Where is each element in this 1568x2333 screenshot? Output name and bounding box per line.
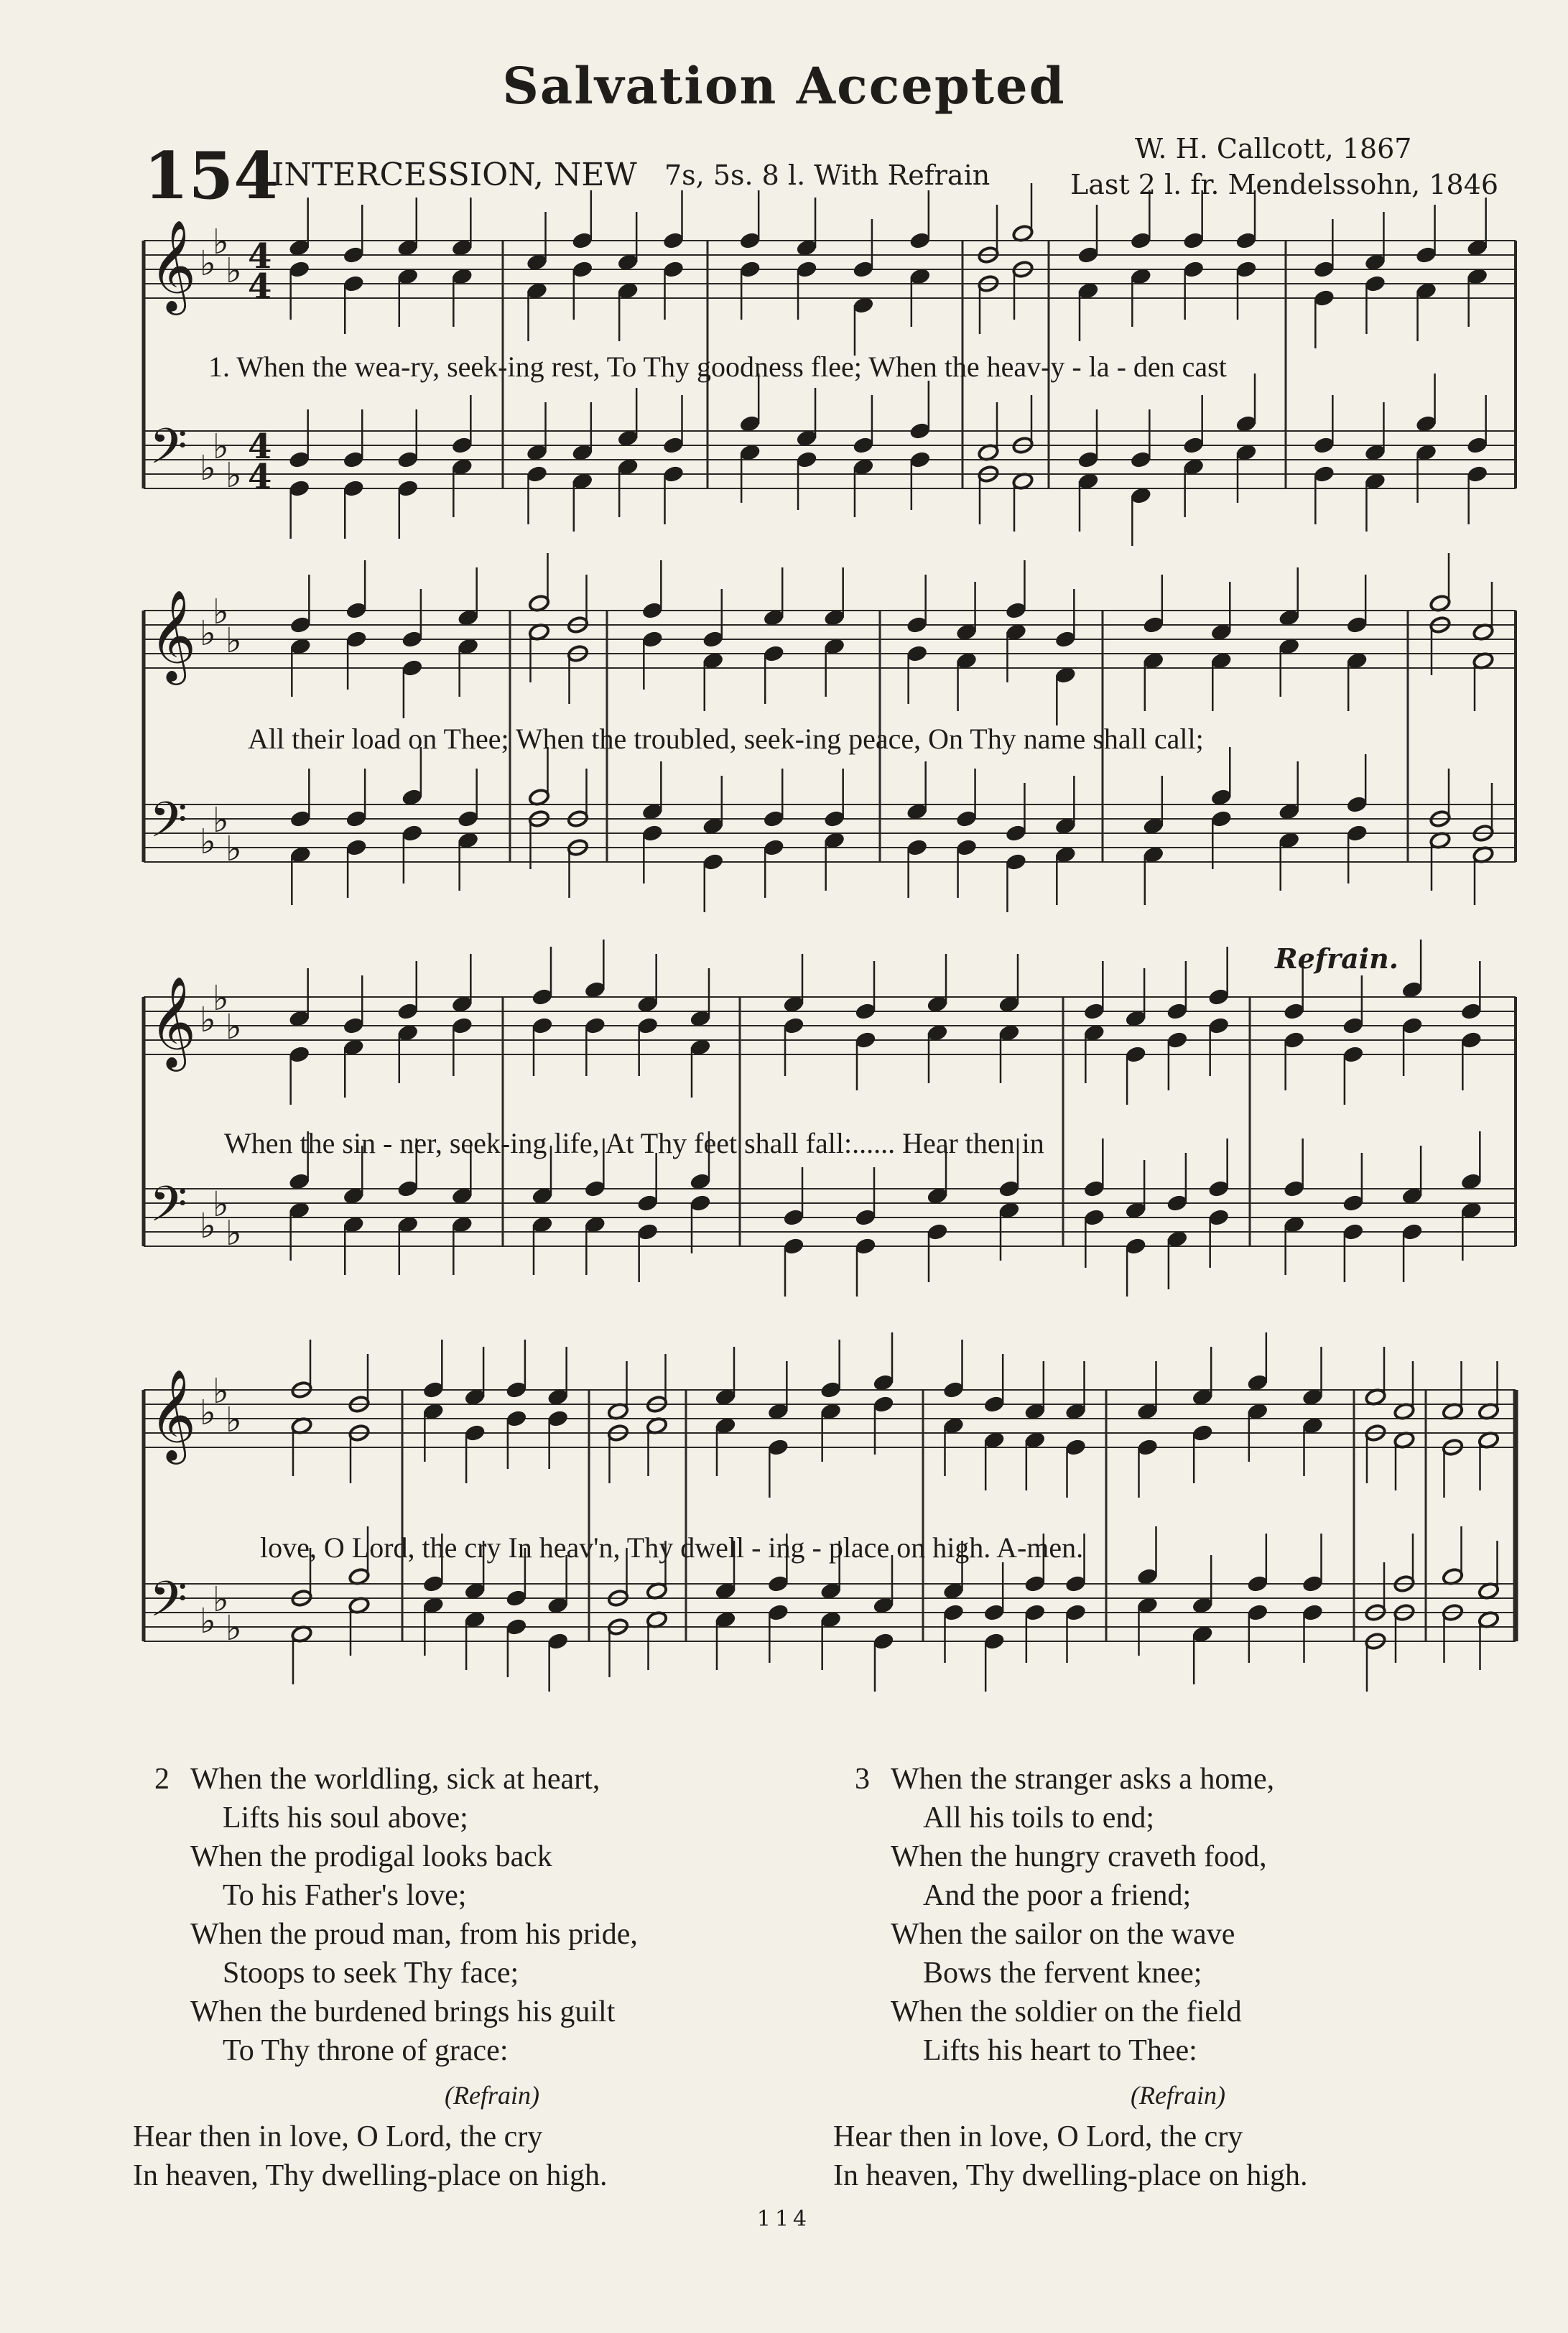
notehead <box>641 601 664 620</box>
time-signature: 4 <box>248 457 272 497</box>
notehead <box>1302 1603 1324 1622</box>
notehead <box>1077 450 1100 469</box>
notehead <box>1313 436 1335 455</box>
notehead <box>702 630 724 649</box>
tune-name: INTERCESSION, NEW <box>272 157 637 193</box>
notehead <box>796 260 818 279</box>
notehead <box>572 260 594 279</box>
flat-sign: ♭ <box>200 1601 216 1641</box>
hymn-number: 154 <box>144 138 279 214</box>
notehead <box>506 1381 528 1399</box>
verse-line: Stoops to seek Thy face; <box>223 1957 519 1990</box>
notehead <box>942 1603 965 1622</box>
notehead <box>1247 1574 1269 1593</box>
notehead <box>1466 436 1488 455</box>
notehead <box>526 465 548 483</box>
verse-line: When the burdened brings his guilt <box>190 1995 616 2028</box>
notehead <box>1342 1223 1365 1241</box>
verse-line: Bows the fervent knee; <box>923 1957 1202 1990</box>
refrain-line: Hear then in love, O Lord, the cry <box>833 2120 1243 2153</box>
notehead <box>547 1409 569 1428</box>
refrain-tag: (Refrain) <box>445 2081 539 2110</box>
notehead <box>906 838 928 857</box>
flat-sign: ♭ <box>226 621 242 661</box>
notehead <box>783 1208 805 1227</box>
notehead <box>288 450 310 469</box>
notehead <box>288 479 310 498</box>
notehead <box>763 810 785 828</box>
notehead <box>1342 1194 1365 1212</box>
notehead <box>1192 1424 1214 1442</box>
notehead <box>1235 260 1258 279</box>
notehead <box>998 1179 1021 1198</box>
notehead <box>1005 853 1027 871</box>
notehead <box>532 988 554 1006</box>
notehead <box>983 1632 1006 1651</box>
time-signature: 4 <box>248 236 272 277</box>
notehead <box>343 1016 365 1035</box>
notehead <box>1346 616 1368 634</box>
flat-sign: ♭ <box>226 1608 242 1648</box>
bass-clef: 𝄢 <box>149 419 187 487</box>
notehead <box>1064 1438 1087 1457</box>
notehead <box>1247 1603 1269 1622</box>
notehead <box>422 1574 445 1593</box>
treble-clef: 𝄞 <box>149 975 197 1067</box>
flat-sign: ♭ <box>226 1400 242 1440</box>
notehead <box>1415 246 1437 264</box>
treble-clef: 𝄞 <box>149 219 197 311</box>
notehead <box>1077 246 1100 264</box>
notehead <box>402 659 424 677</box>
verse-line: Lifts his heart to Thee: <box>923 2034 1197 2067</box>
notehead <box>288 1045 310 1064</box>
treble-clef: 𝄞 <box>149 589 197 681</box>
notehead <box>532 1016 554 1035</box>
verse-line: To his Father's love; <box>223 1879 467 1912</box>
notehead <box>1054 630 1077 649</box>
notehead <box>853 436 875 455</box>
verse-line: Lifts his soul above; <box>223 1801 468 1835</box>
notehead <box>422 1381 445 1399</box>
notehead <box>1064 1574 1087 1593</box>
notehead <box>343 246 365 264</box>
flat-sign: ♭ <box>200 1000 216 1040</box>
notehead <box>1166 1194 1189 1212</box>
notehead <box>402 630 424 649</box>
verse-2 <box>133 1760 830 2195</box>
composer-credit: W. H. Callcott, 1867 <box>1135 133 1412 164</box>
notehead <box>506 1618 528 1636</box>
notehead <box>345 601 368 620</box>
arranger-credit: Last 2 l. fr. Mendelssohn, 1846 <box>1070 169 1499 200</box>
notehead <box>1460 1031 1483 1049</box>
treble-clef: 𝄞 <box>149 1368 197 1460</box>
notehead <box>345 838 368 857</box>
notehead <box>1182 231 1205 250</box>
notehead <box>1143 616 1165 634</box>
refrain-line: In heaven, Thy dwelling-place on high. <box>833 2159 1308 2192</box>
notehead <box>402 824 424 843</box>
notehead <box>1401 1016 1424 1035</box>
notehead <box>451 1016 473 1035</box>
notehead <box>1083 1179 1105 1198</box>
verse-number: 3 <box>855 1763 870 1796</box>
notehead <box>823 810 845 828</box>
refrain-line: In heaven, Thy dwelling-place on high. <box>133 2159 608 2192</box>
notehead <box>767 1574 789 1593</box>
time-signature: 4 <box>248 266 272 307</box>
notehead <box>1064 1603 1087 1622</box>
notehead <box>457 810 479 828</box>
notehead <box>1401 1223 1424 1241</box>
notehead <box>1083 1002 1105 1021</box>
notehead <box>1342 1016 1365 1035</box>
notehead <box>1302 1574 1324 1593</box>
verse-line: All his toils to end; <box>923 1801 1155 1835</box>
verse-line: To Thy throne of grace: <box>223 2034 509 2067</box>
flat-sign: ♭ <box>200 448 216 488</box>
notehead <box>767 1603 789 1622</box>
notehead <box>1005 601 1027 620</box>
flat-sign: ♭ <box>200 1206 216 1246</box>
section-title: Salvation Accepted <box>502 56 1066 116</box>
notehead <box>1235 231 1258 250</box>
notehead <box>636 1016 659 1035</box>
flat-sign: ♭ <box>226 455 242 496</box>
notehead <box>739 260 761 279</box>
notehead <box>1130 450 1152 469</box>
verse-line: When the soldier on the field <box>891 1995 1242 2028</box>
notehead <box>1364 274 1386 293</box>
notehead <box>1313 260 1335 279</box>
notehead <box>763 644 785 663</box>
notehead <box>572 231 594 250</box>
notehead <box>855 1237 877 1256</box>
verse-line: When the sailor on the wave <box>891 1918 1235 1951</box>
flat-sign: ♭ <box>213 222 229 262</box>
notehead <box>464 1424 486 1442</box>
refrain-label: Refrain. <box>1275 942 1399 975</box>
notehead <box>343 450 365 469</box>
notehead <box>767 1438 789 1457</box>
notehead <box>1466 465 1488 483</box>
bass-clef: 𝄢 <box>149 792 187 861</box>
verse-line: 2 When the worldling, sick at heart, <box>154 1760 830 1799</box>
notehead <box>1130 231 1152 250</box>
notehead <box>1313 465 1335 483</box>
verse-line: When the proud man, from his pride, <box>190 1918 638 1951</box>
verse-line: And the poor a friend; <box>923 1879 1192 1912</box>
notehead <box>983 1603 1006 1622</box>
notehead <box>1125 1045 1147 1064</box>
notehead <box>820 1381 842 1399</box>
notehead <box>909 450 932 469</box>
lyric-line-3: When the sin - ner, seek-ing life, At Thy feet shall fall:...... Hear then in <box>224 1127 1044 1159</box>
notehead <box>1283 1179 1305 1198</box>
notehead <box>584 1016 606 1035</box>
notehead <box>1207 1179 1230 1198</box>
notehead <box>396 1002 419 1021</box>
flat-sign: ♭ <box>200 822 216 862</box>
notehead <box>690 1194 712 1212</box>
notehead <box>1346 824 1368 843</box>
notehead <box>955 838 978 857</box>
notehead <box>288 260 310 279</box>
notehead <box>662 231 685 250</box>
flat-sign: ♭ <box>213 978 229 1019</box>
flat-sign: ♭ <box>200 243 216 284</box>
notehead <box>1166 1002 1189 1021</box>
bass-clef: 𝄢 <box>149 1572 187 1640</box>
notehead <box>641 630 664 649</box>
notehead <box>345 630 368 649</box>
flat-sign: ♭ <box>226 251 242 291</box>
notehead <box>763 838 785 857</box>
notehead <box>506 1589 528 1608</box>
notehead <box>873 1632 895 1651</box>
notehead <box>343 479 365 498</box>
notehead <box>1207 988 1230 1006</box>
notehead <box>451 436 473 455</box>
notehead <box>783 1237 805 1256</box>
notehead <box>1125 1237 1147 1256</box>
flat-sign: ♭ <box>226 1007 242 1047</box>
notehead <box>927 1223 949 1241</box>
notehead <box>1313 289 1335 307</box>
notehead <box>1182 436 1205 455</box>
notehead <box>702 853 724 871</box>
flat-sign: ♭ <box>226 1213 242 1253</box>
notehead <box>1210 810 1233 828</box>
flat-sign: ♭ <box>213 592 229 632</box>
notehead <box>955 810 978 828</box>
notehead <box>853 260 875 279</box>
notehead <box>1207 1208 1230 1227</box>
refrain-line: Hear then in love, O Lord, the cry <box>133 2120 543 2153</box>
time-signature: 4 <box>248 427 272 467</box>
notehead <box>942 1381 965 1399</box>
notehead <box>1166 1031 1189 1049</box>
flat-sign: ♭ <box>213 1580 229 1620</box>
verse-line: 3 When the stranger asks a home, <box>855 1760 1501 1799</box>
notehead <box>739 231 761 250</box>
notehead <box>1182 260 1205 279</box>
notehead <box>1024 1603 1047 1622</box>
notehead <box>636 1223 659 1241</box>
verse-line: When the hungry craveth food, <box>891 1840 1267 1873</box>
flat-sign: ♭ <box>213 1371 229 1411</box>
notehead <box>873 1395 895 1414</box>
notehead <box>345 810 368 828</box>
notehead <box>796 450 818 469</box>
flat-sign: ♭ <box>213 1184 229 1225</box>
notehead <box>1005 824 1027 843</box>
bass-clef: 𝄢 <box>149 1177 187 1245</box>
flat-sign: ♭ <box>213 427 229 467</box>
lyric-line-2: All their load on Thee; When the troubled, seek-ing peace, On Thy name shall call; <box>248 723 1204 755</box>
notehead <box>1207 1016 1230 1035</box>
verse-3 <box>833 1760 1501 2195</box>
notehead <box>662 260 685 279</box>
meter: 7s, 5s. 8 l. With Refrain <box>664 159 991 191</box>
notehead <box>1136 1438 1159 1457</box>
page-number: 114 <box>756 2207 812 2232</box>
notehead <box>906 644 928 663</box>
refrain-tag: (Refrain) <box>1131 2081 1225 2110</box>
notehead <box>906 616 928 634</box>
notehead <box>396 1179 419 1198</box>
notehead <box>506 1409 528 1428</box>
notehead <box>855 1002 877 1021</box>
notehead <box>983 1395 1006 1414</box>
notehead <box>783 1016 805 1035</box>
verse-line: When the prodigal looks back <box>190 1840 552 1873</box>
notehead <box>1283 1002 1305 1021</box>
lyric-line-1: 1. When the wea-ry, seek-ing rest, To Thy goodness flee; When the heav-y - la - den cast <box>208 351 1227 383</box>
notehead <box>1460 1002 1483 1021</box>
notehead <box>855 1031 877 1049</box>
notehead <box>909 231 932 250</box>
notehead <box>396 479 419 498</box>
flat-sign: ♭ <box>226 829 242 869</box>
flat-sign: ♭ <box>200 1393 216 1433</box>
notehead <box>1346 795 1368 814</box>
verse-number: 2 <box>154 1763 170 1796</box>
notehead <box>636 1194 659 1212</box>
flat-sign: ♭ <box>213 800 229 840</box>
flat-sign: ♭ <box>200 613 216 654</box>
notehead <box>855 1208 877 1227</box>
notehead <box>1283 1031 1305 1049</box>
notehead <box>584 1179 606 1198</box>
notehead <box>289 810 312 828</box>
notehead <box>547 1632 569 1651</box>
notehead <box>1024 1574 1047 1593</box>
notehead <box>662 465 685 483</box>
notehead <box>641 824 664 843</box>
notehead <box>289 616 312 634</box>
notehead <box>1083 1208 1105 1227</box>
notehead <box>396 450 419 469</box>
notehead <box>1342 1045 1365 1064</box>
notehead <box>343 274 365 293</box>
lyric-line-4: love, O Lord, the cry In heav'n, Thy dwell - ing - place on high. A-men. <box>260 1531 1084 1564</box>
notehead <box>662 436 685 455</box>
notehead <box>909 422 932 440</box>
